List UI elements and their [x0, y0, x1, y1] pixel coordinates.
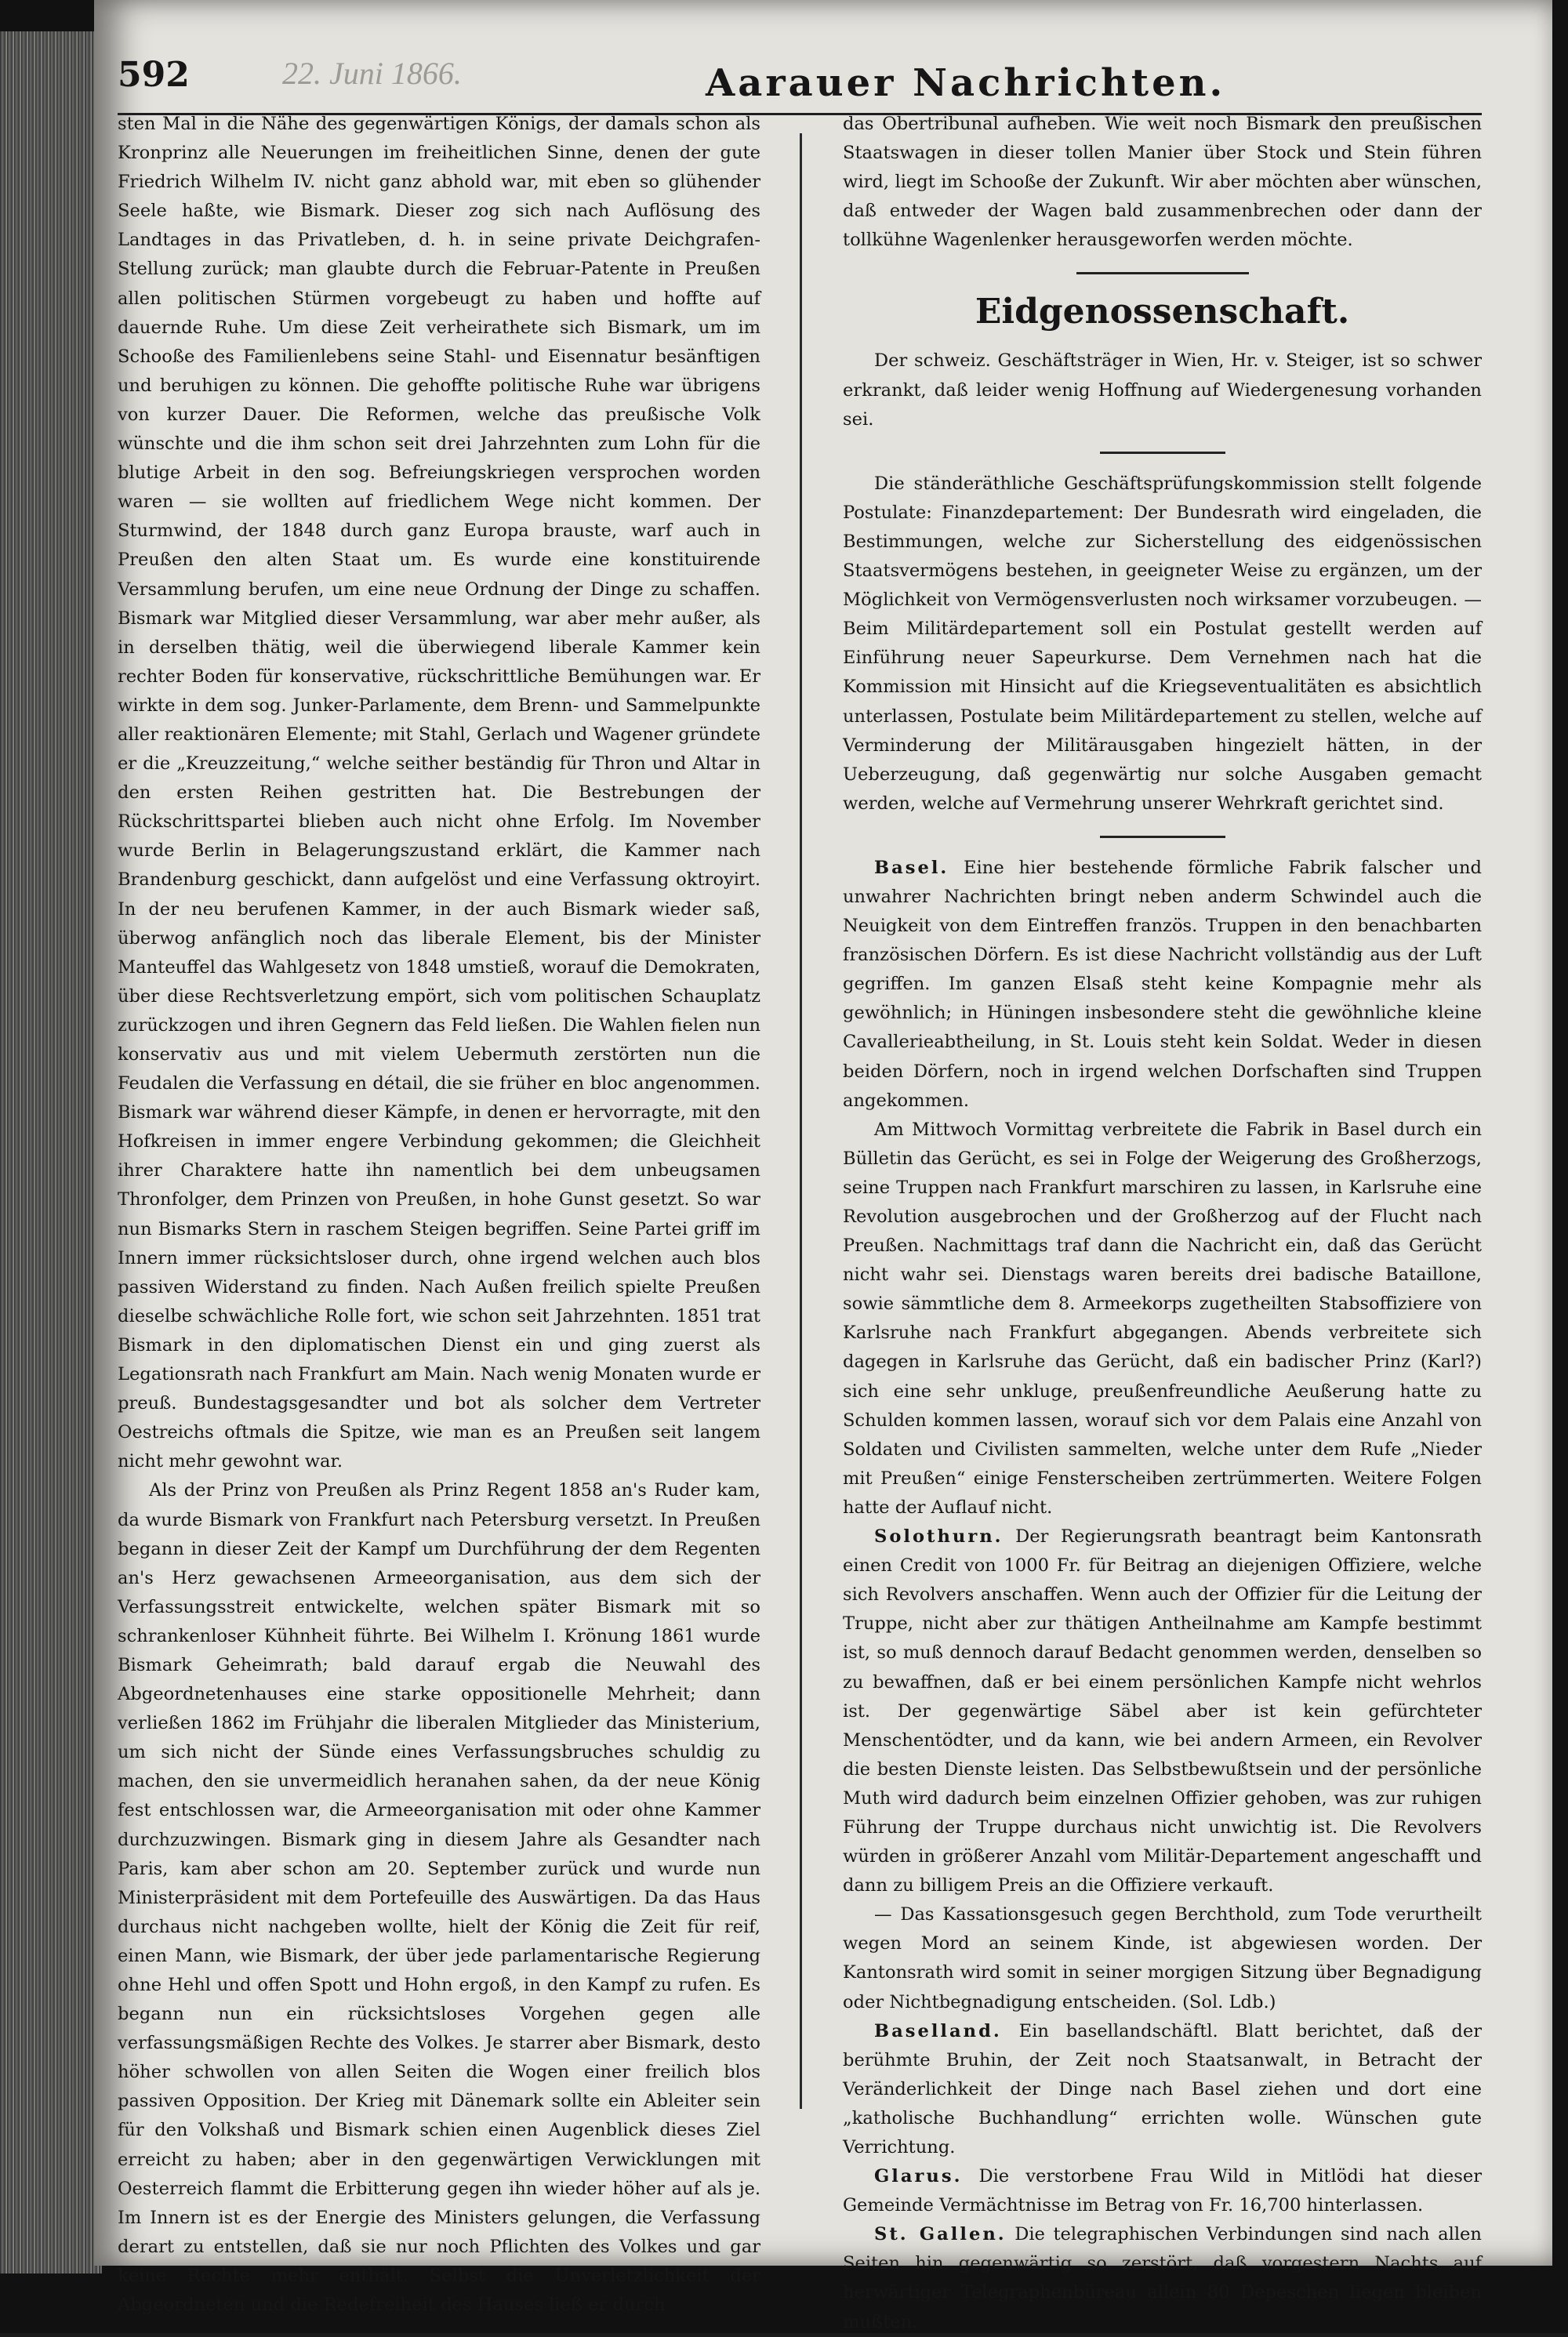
- news-text: Der Regierungsrath beantragt beim Kantonsrath einen Credit von 1000 Fr. für Beitrag an diejenigen Offiziere, welche sich Revolvers anschaffen. Wenn auch der Offizier für die Leitung der Truppe, nicht aber zur thätigen Antheilnahme am Kampfe bestimmt ist, so muß dennoch darauf Bedacht genommen werden, denselben so zu bewaffnen, daß er bei einem persönlichen Kampfe nicht wehrlos ist. Der gegenwärtige Säbel aber ist kein gefürchteter Menschentödter, und da kann, wie bei andern Armeen, ein Revolver die besten Dienste leisten. Das Selbstbewußtsein und der persönliche Muth wird dadurch beim einzelnen Offizier gehoben, was zur ruhigen Führung der Truppe durchaus nicht unwichtig ist. Die Revolvers würden in größerer Anzahl vom Militär-Departement angeschafft und dann zu billigem Preis an die Offiziere verkauft.: [843, 1526, 1482, 1896]
- news-item-stgallen: [843, 2220, 1482, 2336]
- news-item: Am Mittwoch Vormittag verbreitete die Fabrik in Basel durch ein Bülletin das Gerücht, es sei in Folge der Weigerung des Großherzogs, seine Truppen nach Frankfurt marschiren zu lassen, in Karlsruhe eine Revolution ausgebrochen und der Großherzog auf der Flucht nach Preußen. Nachmittags traf dann die Nachricht ein, daß das Gerücht nicht wahr sei. Dienstags waren bereits drei badische Bataillone, sowie sämmtliche dem 8. Armeekorps zugetheilten Stabsoffiziere von Karlsruhe nach Frankfurt abgegangen. Abends verbreitete sich dagegen in Karlsruhe das Gerücht, daß ein badischer Prinz (Karl?) sich eine sehr unkluge, preußenfreundliche Aeußerung hatte zu Schulden kommen lassen, worauf sich vor dem Palais eine Anzahl von Soldaten und Civilisten sammelten, welche unter dem Rufe „Nieder mit Preußen“ einige Fensterscheiben zertrümmerten. Weitere Folgen hatte der Auflauf nicht.: [843, 1119, 1482, 1518]
- location-label: Basel.: [874, 857, 949, 878]
- adjacent-page-bleed: [1513, 102, 1568, 2219]
- section-separator: [1076, 272, 1249, 274]
- item-separator: [1100, 836, 1225, 838]
- news-item-glarus: [843, 2162, 1482, 2220]
- right-column: [843, 110, 1483, 2332]
- masthead: Aarauer Nachrichten.: [706, 61, 1226, 105]
- news-item-baselland: [843, 2017, 1482, 2162]
- location-label: St. Gallen.: [874, 2224, 1007, 2245]
- item-separator: [1100, 452, 1225, 454]
- location-label: Glarus.: [874, 2166, 963, 2187]
- column-divider: [800, 133, 802, 2109]
- section-title: Eidgenossenschaft.: [975, 292, 1350, 332]
- book-edge-stack: [0, 31, 102, 2273]
- news-item: — Das Kassationsgesuch gegen Berchthold, zum Tode verurtheilt wegen Mord an seinem Kinde, ist abgewiesen worden. Der Kantonsrath wird somit in seiner morgigen Sitzung über Begnadigung oder Nichtbegnadigung entscheiden. (Sol. Ldb.): [843, 1904, 1482, 2012]
- article-paragraph: Als der Prinz von Preußen als Prinz Regent 1858 an's Ruder kam, da wurde Bismark von Frankfurt nach Petersburg versetzt. In Preußen begann in dieser Zeit der Kampf um Durchführung der dem Regenten an's Herz gewachsenen Armeeorganisation, aus dem sich der Verfassungsstreit entwickelte, welchen später Bismark mit so schrankenloser Kühnheit führte. Bei Wilhelm I. Krönung 1861 wurde Bismark Geheimrath; bald darauf ergab die Neuwahl des Abgeordnetenhauses eine starke oppositionelle Mehrheit; dann verließen 1862 im Frühjahr die liberalen Mitglieder das Ministerium, um sich nicht der Sünde eines Verfassungsbruches schuldig zu machen, den sie unvermeidlich heranahen sahen, da der neue König fest entschlossen war, die Armeeorganisation mit oder ohne Kammer durchzuzwingen. Bismark ging in diesem Jahre als Gesandter nach Paris, kam aber schon am 20. September zurück und wurde nun Ministerpräsident mit dem Portefeuille des Auswärtigen. Da das Haus durchaus nicht nachgeben wollte, hielt der König die Zeit für reif, einen Mann, wie Bismark, der über jede parlamentarische Regierung ohne Hehl und offen Spott und Hohn ergoß, in den Kampf zu rufen. Es begann nun ein rücksichtsloses Vorgehen gegen alle verfassungsmäßigen Rechte des Volkes. Je starrer aber Bismark, desto höher schwollen von allen Seiten die Wogen einer freilich blos passiven Opposition. Der Krieg mit Dänemark sollte ein Ableiter sein für den Volkshaß und Bismark schien einen Augenblick dieses Ziel erreicht zu haben; aber in den gegenwärtigen Verwicklungen mit Oesterreich flammt die Erbitterung gegen ihn wieder höher auf als je. Im Innern ist es der Energie des Ministers gelungen, die Verfassung derart zu entstellen, daß sie nur noch Pflichten des Volkes und gar keine Rechte mehr enthält. Selbst die Unverletzlichkeit der Abgeordneten und die Redefreiheit des Hauses ließ er durch: [118, 1480, 760, 2316]
- news-text: Die verstorbene Frau Wild in Mitlödi hat dieser Gemeinde Vermächtnisse im Betrag von Fr. 16,700 hinterlassen.: [843, 2166, 1483, 2216]
- faint-date: 22. Juni 1866.: [282, 56, 462, 91]
- news-item-solothurn: [843, 1522, 1482, 1900]
- location-label: Solothurn.: [874, 1526, 1004, 1548]
- news-item: Der schweiz. Geschäftsträger in Wien, Hr. v. Steiger, ist so schwer erkrankt, daß leider wenig Hoffnung auf Wiedergenesung vorhanden sei.: [843, 350, 1482, 430]
- left-column: [118, 110, 760, 2316]
- news-text: Die telegraphischen Verbindungen sind nach allen Seiten hin gegenwärtig so zerstört, daß vorgestern Nachts auf herwärtiger Telegraphenbüreau allein 80 Depeschen liegen bleiben mußten.: [843, 2224, 1482, 2332]
- location-label: Baselland.: [874, 2020, 1002, 2041]
- page-number: 592: [118, 55, 190, 95]
- article-paragraph: das Obertribunal aufheben. Wie weit noch Bismark den preußischen Staatswagen in dieser tollen Manier über Stock und Stein führen wird, liegt im Schooße der Zukunft. Wir aber möchten aber wünschen, daß entweder der Wagen bald zusammenbrechen oder dann der tollkühne Wagenlenker herausgeworfen werden möchte.: [843, 114, 1482, 251]
- article-paragraph: sten Mal in die Nähe des gegenwärtigen Königs, der damals schon als Kronprinz alle Neuerungen im freiheitlichen Sinne, denen der gute Friedrich Wilhelm IV. nicht ganz abhold war, mit eben so glühender Seele haßte, wie Bismark. Dieser zog sich nach Auflösung des Landtages in das Privatleben, d. h. in seine private Deichgrafen-Stellung zurück; man glaubte durch die Februar-Patente in Preußen allen politischen Stürmen vorgebeugt zu haben und hoffte auf dauernde Ruhe. Um diese Zeit verheirathete sich Bismark, um im Schooße des Familienlebens seine Stahl- und Eisennatur besänftigen und beruhigen zu können. Die gehoffte politische Ruhe war übrigens von kurzer Dauer. Die Reformen, welche das preußische Volk wünschte und die ihm schon seit drei Jahrzehnten zum Lohn für die blutige Arbeit in den sog. Befreiungskriegen versprochen worden waren — sie wollten auf friedlichem Wege nicht kommen. Der Sturmwind, der 1848 durch ganz Europa brauste, warf auch in Preußen den alten Staat um. Es wurde eine konstituirende Versammlung berufen, um eine neue Ordnung der Dinge zu schaffen. Bismark war Mitglied dieser Versammlung, war aber mehr außer, als in derselben thätig, weil die überwiegend liberale Kammer kein rechter Boden für konservative, rückschrittliche Bemühungen war. Er wirkte in dem sog. Junker-Parlamente, dem Brenn- und Sammelpunkte aller reaktionären Elemente; mit Stahl, Gerlach und Wagener gründete er die „Kreuzzeitung,“ welche seither beständig für Thron und Altar in den ersten Reihen gestritten hat. Die Bestrebungen der Rückschrittspartei blieben auch nicht ohne Erfolg. Im November wurde Berlin in Belagerungszustand erklärt, die Kammer nach Brandenburg geschickt, dann aufgelöst und eine Verfassung oktroyirt. In der neu berufenen Kammer, in der auch Bismark wieder saß, überwog anfänglich noch das liberale Element, bis der Minister Manteuffel das Wahlgesetz von 1848 umstieß, worauf die Demokraten, über diese Rechtsverletzung empört, sich vom politischen Schauplatz zurückzogen und ihren Gegnern das Feld ließen. Die Wahlen fielen nun konservativ aus und mit vielem Uebermuth zerstörten nun die Feudalen die Verfassung en détail, die sie früher en bloc angenommen. Bismark war während dieser Kämpfe, in denen er hervorragte, mit den Hofkreisen in immer engere Verbindung gekommen; die Gleichheit ihrer Charaktere hatte ihn namentlich bei dem unbeugsamen Thronfolger, dem Prinzen von Preußen, in hohe Gunst gesetzt. So war nun Bismarks Stern in raschem Steigen begriffen. Seine Partei griff im Innern immer rücksichtsloser durch, ohne irgend welchen auch blos passiven Widerstand zu finden. Nach Außen freilich spielte Preußen dieselbe schwächliche Rolle fort, wie schon seit Jahrzehnten. 1851 trat Bismark in den diplomatischen Dienst ein und ging zuerst als Legationsrath nach Frankfurt am Main. Nach wenig Monaten wurde er preuß. Bundestagsgesandter und bot als solcher dem Vertreter Oestreichs oftmals die Spitze, wie man es an Preußen seit langem nicht mehr gewohnt war.: [118, 114, 760, 1472]
- news-item-basel: [843, 854, 1482, 1116]
- news-item: Die ständeräthliche Geschäftsprüfungskommission stellt folgende Postulate: Finanzdepartement: Der Bundesrath wird eingeladen, die Bestimmungen, welche zur Sicherstellung des eidgenössischen Staatsvermögens bestehen, in geeigneter Weise zu ergänzen, um der Möglichkeit von Vermögensverlusten noch wirksamer vorzubeugen. — Beim Militärdepartement soll ein Postulat gestellt werden auf Einführung neuer Sapeurkurse. Dem Vernehmen nach hat die Kommission mit Hinsicht auf die Kriegseventualitäten es absichtlich unterlassen, Postulate beim Militärdepartement zu stellen, welche auf Verminderung der Militärausgaben hingezielt hätten, in der Ueberzeugung, daß gegenwärtig nur solche Ausgaben gemacht werden, welche auf Vermehrung unserer Wehrkraft gerichtet sind.: [843, 473, 1482, 814]
- news-text: Eine hier bestehende förmliche Fabrik falscher und unwahrer Nachrichten bringt neben anderm Schwindel auch die Neuigkeit von dem Eintreffen französ. Truppen in den benachbarten französischen Dörfern. Es ist diese Nachricht vollständig aus der Luft gegriffen. Im ganzen Elsaß steht keine Kompagnie mehr als gewöhnlich; in Hüningen insbesondere steht die gewöhnliche kleine Cavallerieabtheilung, in St. Louis steht kein Soldat. Weder in diesen beiden Dörfern, noch in irgend welchen Dorfschaften sind Truppen angekommen.: [843, 857, 1482, 1111]
- news-text: Ein basellandschäftl. Blatt berichtet, daß der berühmte Bruhin, der Zeit noch Staatsanwalt, in Betracht der Veränderlichkeit der Dinge nach Basel ziehen und dort eine „katholische Buchhandlung“ errichten wolle. Wünschen gute Verrichtung.: [843, 2020, 1482, 2157]
